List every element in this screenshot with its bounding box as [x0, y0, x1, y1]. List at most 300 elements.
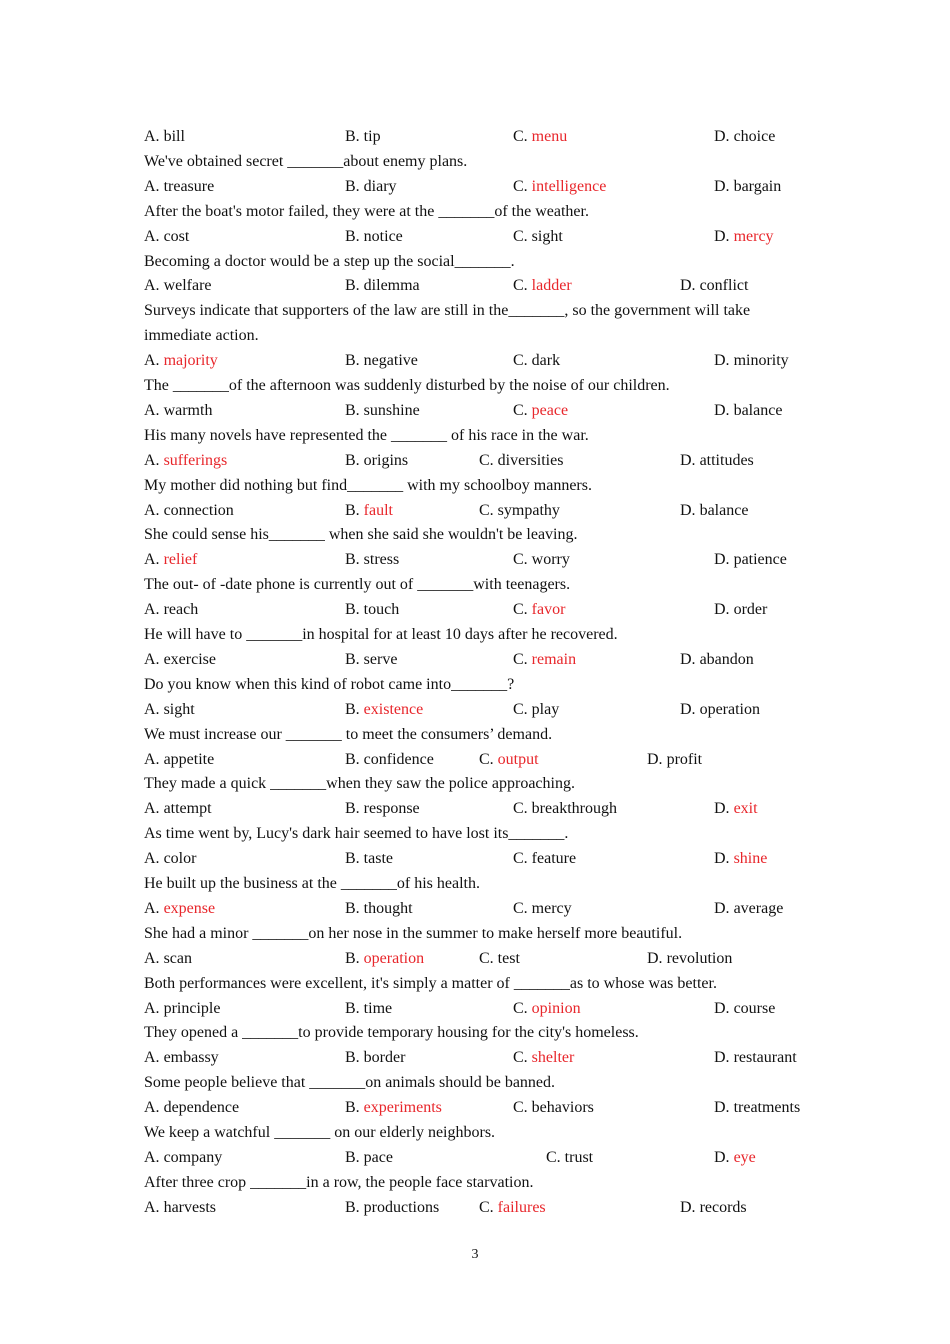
option-d [647, 949, 732, 969]
option-d [680, 700, 760, 720]
correct-answer-text: expense [163, 899, 216, 917]
option-d [714, 600, 767, 620]
options-row [144, 949, 844, 969]
option-a [144, 1048, 219, 1068]
option-b [345, 177, 397, 197]
question-text: She could sense his_______ when she said she wouldn't be leaving. [144, 526, 578, 544]
option-letter: C. [513, 899, 528, 917]
options-row [144, 849, 844, 869]
question-text: Becoming a doctor would be a step up the social_______. [144, 252, 515, 270]
option-letter: D. [714, 899, 730, 917]
option-text: feature [531, 850, 577, 868]
option-b [345, 1048, 405, 1068]
option-letter: C. [513, 128, 528, 145]
options-group [144, 1148, 844, 1168]
question-text: His many novels have represented the _______ of his race in the war. [144, 426, 589, 444]
option-text: diversities [497, 451, 564, 469]
option-letter: A. [144, 551, 160, 569]
option-d [680, 650, 754, 670]
option-letter: C. [513, 551, 528, 569]
option-letter: D. [714, 128, 730, 145]
option-letter: B. [345, 227, 360, 245]
option-text: exercise [163, 650, 216, 668]
correct-answer-text: sufferings [163, 451, 228, 469]
option-text: company [163, 1148, 223, 1166]
option-letter: B. [345, 650, 360, 668]
option-a [144, 227, 189, 247]
option-text: color [163, 850, 197, 868]
option-c [546, 1148, 593, 1168]
option-b [345, 799, 420, 819]
option-text: play [531, 700, 560, 718]
option-letter: A. [144, 1198, 160, 1216]
option-c [513, 127, 567, 147]
options-group [144, 899, 844, 919]
option-text: treatments [733, 1099, 801, 1117]
option-b [345, 227, 403, 247]
option-d [714, 849, 767, 869]
question-text: After the boat's motor failed, they were at the _______of the weather. [144, 202, 589, 220]
option-text: breakthrough [531, 800, 617, 818]
question-text: He built up the business at the _______of his health. [144, 875, 480, 892]
option-text: choice [733, 128, 776, 145]
option-c [513, 700, 559, 720]
option-text: trust [564, 1148, 594, 1166]
question-text: Surveys indicate that supporters of the law are still in the_______, so the government will take [144, 302, 751, 320]
option-letter: C. [479, 451, 494, 469]
options-group [144, 177, 844, 197]
option-a [144, 401, 212, 421]
option-a [144, 849, 196, 869]
option-letter: B. [345, 177, 360, 195]
options-row [144, 600, 844, 620]
option-letter: A. [144, 227, 160, 245]
option-letter: A. [144, 451, 160, 469]
option-text: bill [163, 128, 185, 145]
option-a [144, 351, 218, 371]
option-text: sunshine [363, 401, 420, 419]
option-text: average [733, 899, 784, 917]
option-b [345, 849, 393, 869]
option-text: diary [363, 177, 397, 195]
option-d [647, 750, 702, 770]
option-letter: B. [345, 128, 360, 145]
option-text: touch [363, 601, 400, 619]
options-group [144, 550, 844, 570]
option-c [513, 351, 560, 371]
option-text: negative [363, 352, 418, 370]
option-text: warmth [163, 401, 213, 419]
option-letter: B. [345, 850, 360, 868]
option-c [513, 401, 568, 421]
option-text: restaurant [733, 1049, 797, 1067]
options-group [144, 351, 844, 371]
option-text: operation [699, 700, 760, 718]
option-letter: A. [144, 277, 160, 295]
options-row [144, 999, 844, 1019]
option-text: behaviors [531, 1099, 594, 1117]
option-c [479, 501, 560, 521]
options-row [144, 1148, 844, 1168]
option-text: attitudes [699, 451, 754, 469]
options-row [144, 127, 844, 147]
options-group [144, 949, 844, 969]
option-letter: A. [144, 1049, 160, 1067]
option-letter: D. [714, 999, 730, 1017]
correct-answer-text: intelligence [531, 177, 607, 195]
question-text: We've obtained secret _______about enemy plans. [144, 152, 468, 170]
option-d [714, 1098, 800, 1118]
options-row [144, 550, 844, 570]
options-group [144, 700, 844, 720]
option-d [714, 401, 782, 421]
option-text: balance [699, 501, 749, 519]
option-letter: B. [345, 501, 360, 519]
correct-answer-text: output [497, 750, 539, 768]
options-row [144, 501, 844, 521]
option-letter: D. [714, 551, 730, 569]
option-c [513, 1098, 594, 1118]
option-letter: B. [345, 949, 360, 967]
option-text: scan [163, 949, 192, 967]
option-letter: C. [513, 601, 528, 619]
option-text: abandon [699, 650, 754, 668]
option-text: confidence [363, 750, 434, 768]
option-a [144, 127, 185, 147]
option-text: reach [163, 601, 199, 619]
option-letter: D. [714, 177, 730, 195]
option-letter: C. [513, 999, 528, 1017]
option-text: minority [733, 352, 789, 370]
option-d [714, 1048, 797, 1068]
question-text: After three crop _______in a row, the people face starvation. [144, 1173, 534, 1191]
option-text: mercy [531, 899, 572, 917]
option-text: worry [531, 551, 570, 569]
correct-answer-text: exit [733, 800, 758, 818]
options-group [144, 1198, 844, 1218]
options-row [144, 700, 844, 720]
option-text: treasure [163, 177, 215, 195]
option-letter: D. [647, 750, 663, 768]
correct-answer-text: ladder [531, 277, 572, 295]
option-d [714, 351, 789, 371]
option-letter: C. [479, 949, 494, 967]
option-a [144, 451, 227, 471]
option-text: taste [363, 850, 393, 868]
option-letter: B. [345, 999, 360, 1017]
option-letter: A. [144, 128, 160, 145]
option-c [513, 899, 572, 919]
options-row [144, 351, 844, 371]
option-text: connection [163, 501, 234, 519]
option-a [144, 600, 198, 620]
option-letter: A. [144, 700, 160, 718]
option-c [513, 227, 563, 247]
question-text-continued: immediate action. [144, 327, 259, 345]
options-row [144, 227, 844, 247]
option-a [144, 799, 212, 819]
option-letter: A. [144, 1099, 160, 1117]
option-c [513, 600, 565, 620]
options-group [144, 999, 844, 1019]
option-d [680, 451, 754, 471]
option-letter: B. [345, 899, 360, 917]
option-letter: B. [345, 750, 360, 768]
option-letter: D. [680, 700, 696, 718]
option-d [714, 799, 758, 819]
option-c [513, 999, 581, 1019]
option-text: balance [733, 401, 783, 419]
correct-answer-text: shelter [531, 1049, 575, 1067]
option-letter: C. [513, 850, 528, 868]
options-group [144, 401, 844, 421]
option-letter: D. [714, 352, 730, 370]
option-letter: D. [714, 800, 730, 818]
options-group [144, 1098, 844, 1118]
option-text: border [363, 1049, 406, 1067]
option-d [714, 899, 783, 919]
option-text: dark [531, 352, 561, 370]
options-group [144, 600, 844, 620]
option-a [144, 276, 212, 296]
option-letter: B. [345, 277, 360, 295]
question-text: We must increase our _______ to meet the consumers’ demand. [144, 725, 553, 743]
option-c [479, 949, 520, 969]
option-c [479, 1198, 546, 1218]
option-d [714, 227, 774, 247]
options-row [144, 650, 844, 670]
option-letter: B. [345, 401, 360, 419]
option-d [714, 177, 781, 197]
question-text: The out- of -date phone is currently out of _______with teenagers. [144, 576, 571, 594]
option-d [680, 1198, 747, 1218]
question-text: They opened a _______to provide temporary housing for the city's homeless. [144, 1024, 639, 1042]
option-letter: B. [345, 700, 360, 718]
option-d [714, 999, 775, 1019]
page-number: 3 [471, 1247, 479, 1262]
options-row [144, 799, 844, 819]
option-text: records [699, 1198, 747, 1216]
options-group [144, 1048, 844, 1068]
option-letter: D. [714, 850, 730, 868]
option-letter: A. [144, 999, 160, 1017]
question-text: She had a minor _______on her nose in the summer to make herself more beautiful. [144, 924, 683, 942]
option-text: embassy [163, 1049, 219, 1067]
correct-answer-text: experiments [363, 1099, 442, 1117]
option-a [144, 501, 234, 521]
option-c [513, 799, 617, 819]
correct-answer-text: menu [531, 128, 568, 145]
options-group [144, 276, 844, 296]
option-a [144, 949, 192, 969]
option-text: appetite [163, 750, 215, 768]
option-letter: D. [714, 227, 730, 245]
option-a [144, 650, 216, 670]
correct-answer-text: existence [363, 700, 424, 718]
option-letter: A. [144, 949, 160, 967]
option-a [144, 750, 214, 770]
options-group [144, 127, 844, 147]
options-row [144, 899, 844, 919]
option-letter: B. [345, 601, 360, 619]
option-letter: D. [680, 277, 696, 295]
option-a [144, 899, 215, 919]
option-b [345, 1198, 439, 1218]
question-text: As time went by, Lucy's dark hair seemed to have lost its_______. [144, 825, 569, 843]
option-text: origins [363, 451, 409, 469]
option-letter: D. [680, 1198, 696, 1216]
option-letter: C. [546, 1148, 561, 1166]
correct-answer-text: operation [363, 949, 425, 967]
option-text: conflict [699, 277, 749, 295]
option-b [345, 600, 399, 620]
options-row [144, 177, 844, 197]
option-letter: B. [345, 800, 360, 818]
option-text: response [363, 800, 420, 818]
option-c [479, 451, 563, 471]
option-letter: C. [513, 227, 528, 245]
option-letter: A. [144, 750, 160, 768]
option-text: principle [163, 999, 221, 1017]
options-row [144, 1098, 844, 1118]
option-text: harvests [163, 1198, 216, 1216]
option-text: sight [531, 227, 563, 245]
option-d [714, 550, 787, 570]
question-text: We keep a watchful _______ on our elderly neighbors. [144, 1124, 496, 1141]
option-letter: A. [144, 601, 160, 619]
option-b [345, 899, 413, 919]
option-letter: C. [479, 501, 494, 519]
option-d [714, 127, 775, 147]
option-b [345, 1148, 393, 1168]
correct-answer-text: majority [163, 352, 218, 370]
option-c [513, 276, 572, 296]
option-text: pace [363, 1148, 393, 1166]
options-row [144, 1048, 844, 1068]
option-letter: D. [714, 1099, 730, 1117]
option-letter: B. [345, 451, 360, 469]
options-row [144, 750, 844, 770]
options-row [144, 276, 844, 296]
option-letter: B. [345, 1148, 360, 1166]
correct-answer-text: failures [497, 1198, 546, 1216]
option-text: order [733, 601, 768, 619]
option-letter: D. [680, 650, 696, 668]
options-row [144, 401, 844, 421]
option-c [513, 650, 576, 670]
option-letter: A. [144, 352, 160, 370]
question-text: Do you know when this kind of robot came into_______? [144, 675, 515, 693]
options-row [144, 1198, 844, 1218]
correct-answer-text: eye [733, 1148, 756, 1166]
option-text: course [733, 999, 776, 1017]
option-a [144, 1198, 216, 1218]
option-letter: C. [513, 700, 528, 718]
option-letter: D. [714, 601, 730, 619]
option-text: notice [363, 227, 403, 245]
question-text: He will have to _______in hospital for at least 10 days after he recovered. [144, 626, 618, 643]
option-d [714, 1148, 756, 1168]
question-text: My mother did nothing but find_______ with my schoolboy manners. [144, 476, 592, 494]
option-letter: C. [479, 1198, 494, 1216]
options-group [144, 650, 844, 670]
option-letter: C. [513, 352, 528, 370]
option-a [144, 550, 197, 570]
correct-answer-text: mercy [733, 227, 774, 245]
option-letter: A. [144, 650, 160, 668]
options-group [144, 799, 844, 819]
option-c [513, 1048, 574, 1068]
option-d [680, 276, 748, 296]
options-group [144, 750, 844, 770]
option-letter: C. [513, 1099, 528, 1117]
correct-answer-text: shine [733, 850, 768, 868]
option-letter: C. [513, 1049, 528, 1067]
options-group [144, 451, 844, 471]
option-text: serve [363, 650, 398, 668]
option-d [680, 501, 748, 521]
option-letter: A. [144, 501, 160, 519]
option-text: thought [363, 899, 413, 917]
option-a [144, 999, 220, 1019]
option-b [345, 700, 423, 720]
option-letter: B. [345, 551, 360, 569]
option-a [144, 700, 195, 720]
correct-answer-text: favor [531, 601, 566, 619]
question-text: The _______of the afternoon was suddenly disturbed by the noise of our children. [144, 377, 670, 394]
option-text: test [497, 949, 520, 967]
options-row [144, 451, 844, 471]
option-text: dependence [163, 1099, 240, 1117]
option-letter: A. [144, 1148, 160, 1166]
option-b [345, 550, 399, 570]
option-text: cost [163, 227, 190, 245]
correct-answer-text: peace [531, 401, 569, 419]
option-letter: B. [345, 1049, 360, 1067]
option-text: time [363, 999, 393, 1017]
correct-answer-text: remain [531, 650, 577, 668]
option-b [345, 1098, 442, 1118]
option-text: revolution [666, 949, 733, 967]
option-b [345, 750, 434, 770]
option-a [144, 177, 214, 197]
options-group [144, 227, 844, 247]
option-text: sympathy [497, 501, 560, 519]
option-b [345, 451, 408, 471]
option-letter: C. [479, 750, 494, 768]
option-c [513, 550, 570, 570]
option-a [144, 1148, 222, 1168]
option-letter: B. [345, 352, 360, 370]
option-letter: A. [144, 850, 160, 868]
correct-answer-text: opinion [531, 999, 581, 1017]
option-letter: A. [144, 177, 160, 195]
option-b [345, 949, 424, 969]
option-letter: C. [513, 401, 528, 419]
option-text: profit [666, 750, 703, 768]
question-text: Both performances were excellent, it's simply a matter of _______as to whose was better. [144, 974, 717, 992]
correct-answer-text: fault [363, 501, 393, 519]
option-a [144, 1098, 239, 1118]
option-letter: C. [513, 800, 528, 818]
option-letter: D. [714, 1049, 730, 1067]
option-text: stress [363, 551, 400, 569]
option-letter: C. [513, 277, 528, 295]
question-text: Some people believe that _______on animals should be banned. [144, 1074, 556, 1092]
option-c [479, 750, 539, 770]
option-b [345, 401, 420, 421]
option-text: patience [733, 551, 787, 569]
